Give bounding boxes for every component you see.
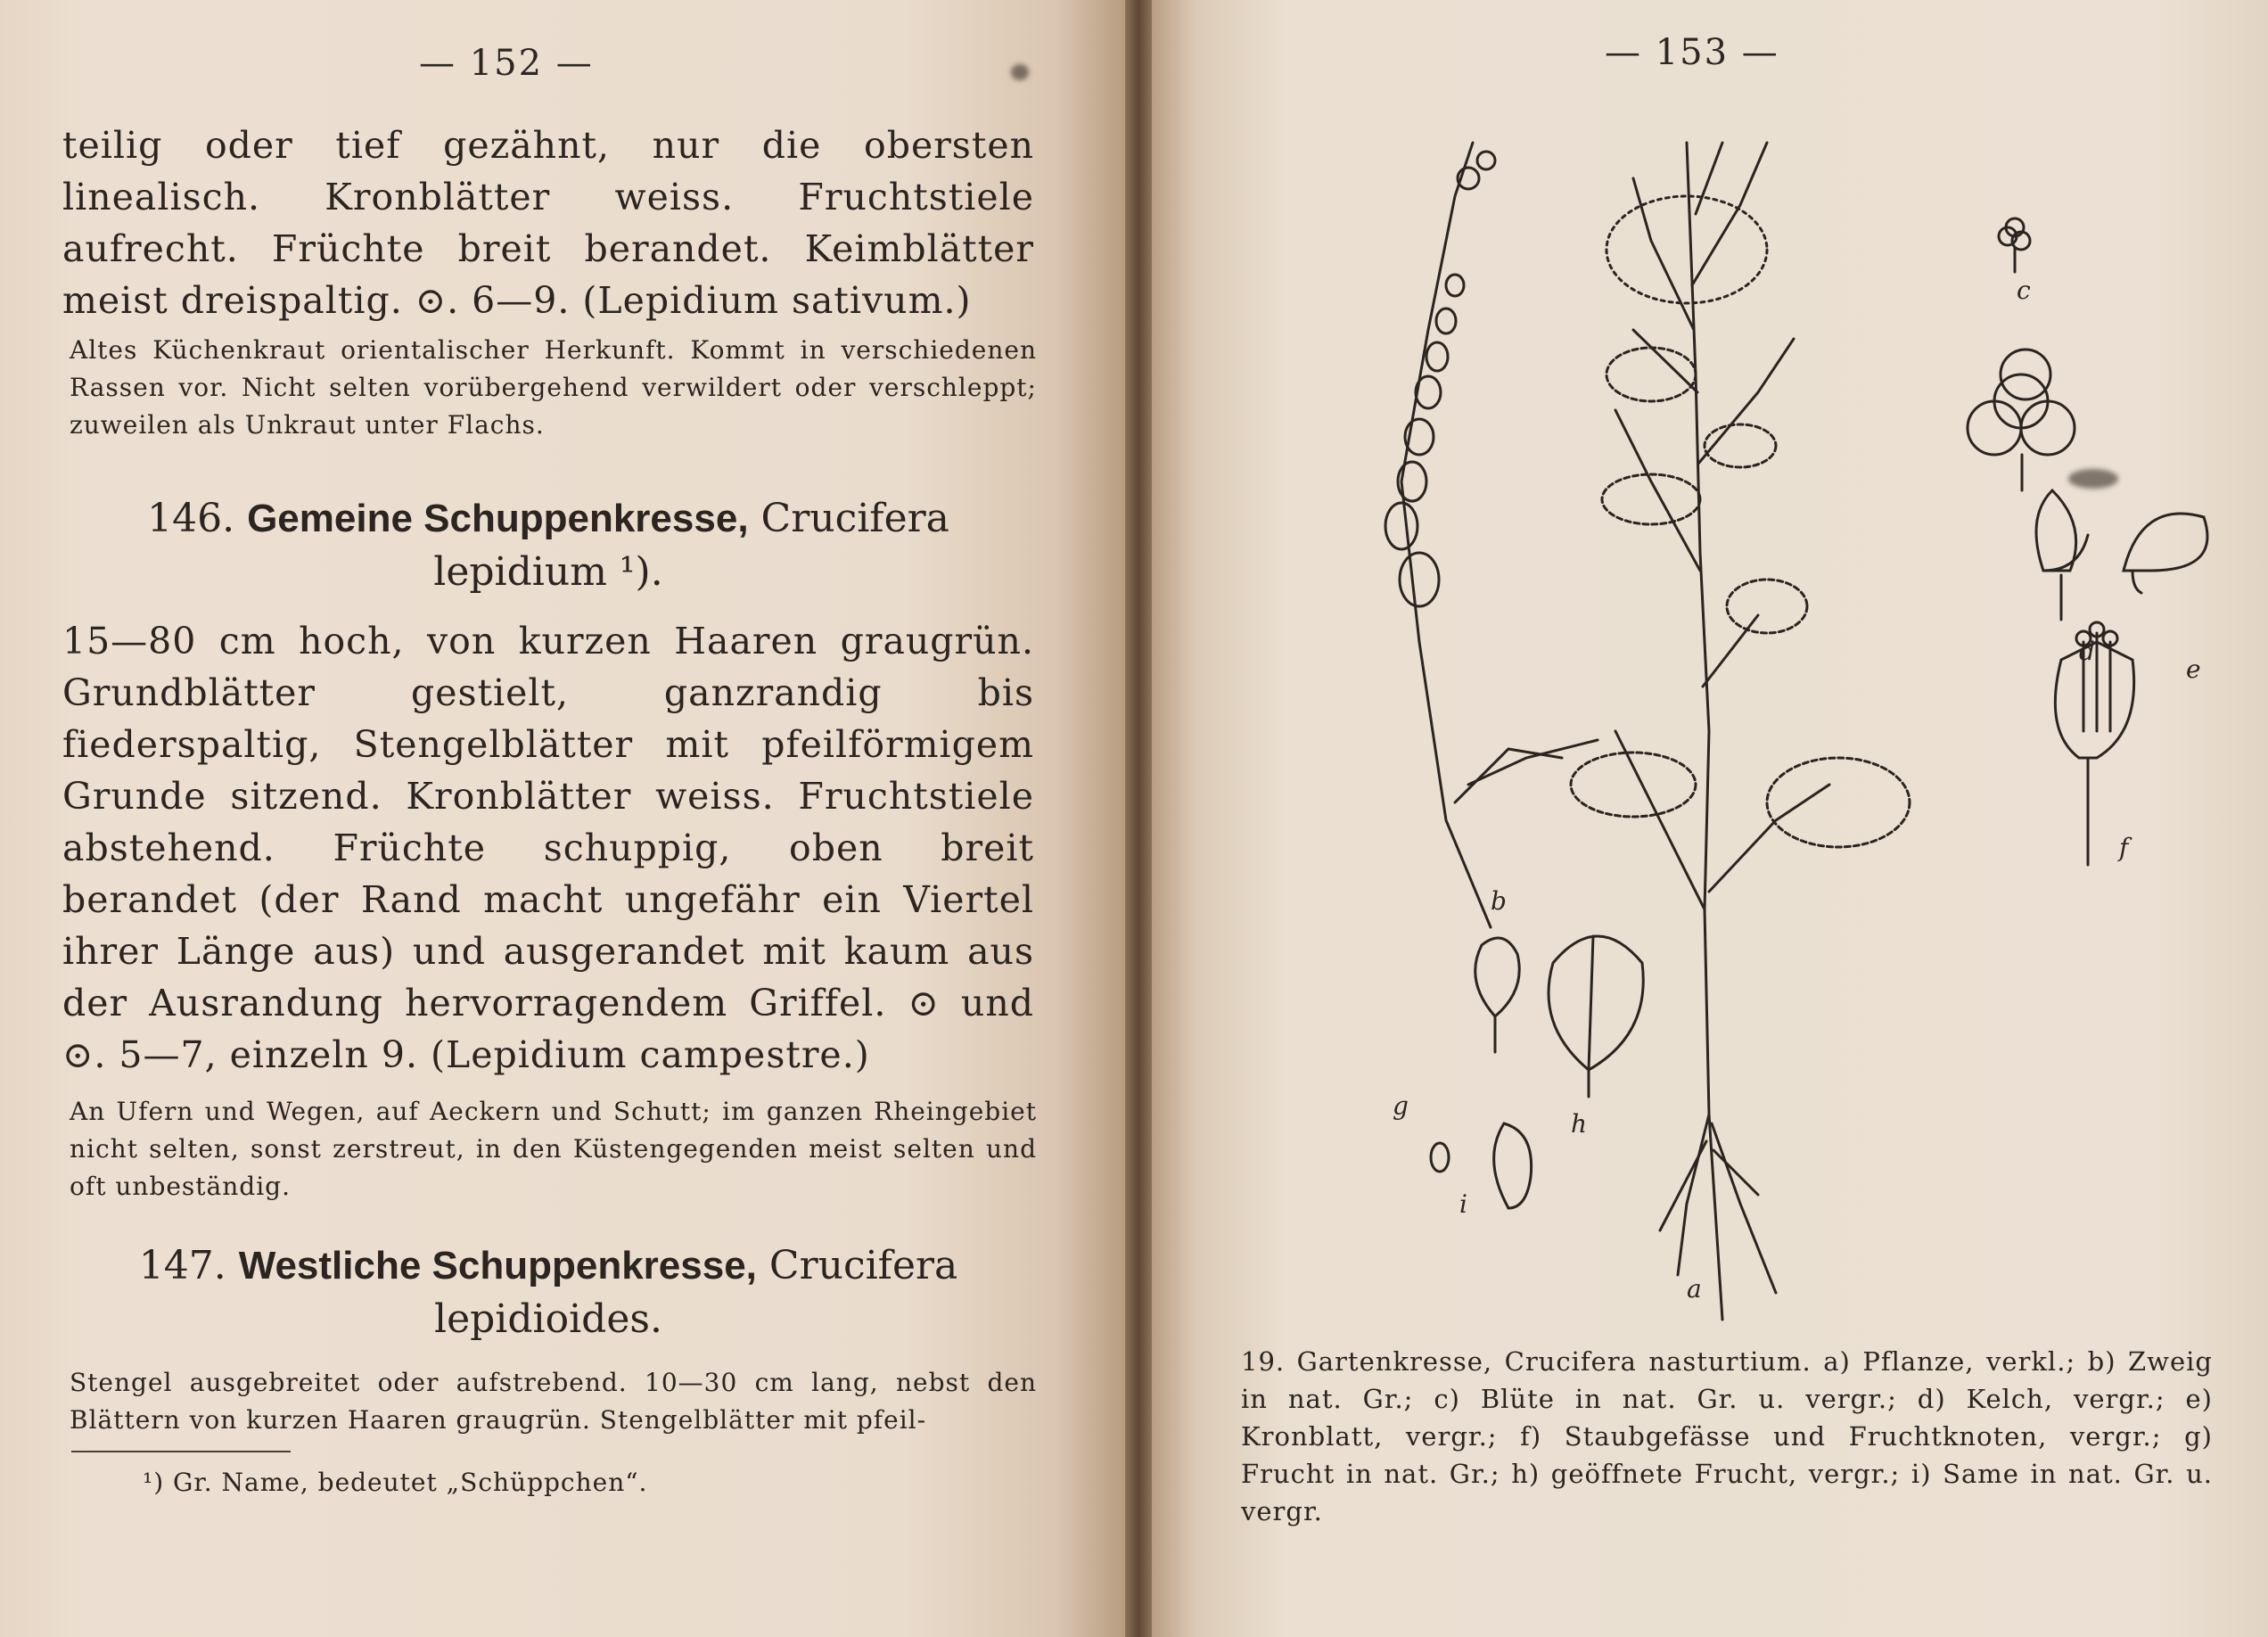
figure-g-fruit bbox=[1431, 938, 1519, 1172]
entry-146-heading bbox=[62, 492, 1034, 599]
entry-147-name: Westliche Schuppenkresse, bbox=[238, 1244, 757, 1287]
left-page bbox=[0, 0, 1125, 1637]
figure-b-branch bbox=[1385, 143, 1598, 927]
figure-label-g: g bbox=[1393, 1091, 1409, 1121]
plant-illustration bbox=[1152, 107, 2268, 1337]
figure-label-d: d bbox=[2079, 637, 2095, 666]
entry-146-note: An Ufern und Wegen, auf Aeckern und Schutt; im ganzen Rheingebiet nicht selten, sonst zerstreut, in den Küstengegenden meist selten und oft unbeständig. bbox=[70, 1097, 1037, 1201]
footnote: ¹) Gr. Name, bedeutet „Schüppchen“. bbox=[143, 1468, 648, 1497]
figure-label-b: b bbox=[1491, 886, 1507, 916]
figure-d-calyx bbox=[2036, 490, 2088, 620]
entry-146-number: 146. bbox=[147, 496, 235, 541]
figure-e-petal bbox=[2124, 514, 2207, 593]
page-number-right: — 153 — bbox=[1605, 32, 1779, 73]
figure-h-opened-fruit bbox=[1549, 936, 1643, 1097]
figure-label-f: f bbox=[2119, 833, 2129, 862]
figure-c-flower bbox=[1968, 218, 2075, 490]
entry-146-name: Gemeine Schuppenkresse, bbox=[247, 497, 749, 540]
figure-a-plant bbox=[1571, 143, 1910, 1320]
entry-147-number: 147. bbox=[138, 1243, 226, 1288]
figure-label-i: i bbox=[1459, 1189, 1467, 1219]
ink-spot bbox=[1011, 64, 1029, 80]
entry-146-description: 15—80 cm hoch, von kurzen Haaren graugrün. Grundblätter gestielt, ganzrandig bis fiederspaltig, Stengelblätter mit pfeilförmigem Grunde sitzend. Kronblätter weiss. Fruchtstiele abstehend. Früchte schuppig, oben breit berandet (der Rand macht ungefähr ein Viertel ihrer Länge aus) und ausgerandet mit kaum aus der Ausrandung hervorragendem Griffel. ⊙ und ⊙. 5—7, einzeln 9. (Lepidium campestre.) bbox=[62, 620, 1034, 1076]
entry-147-latin: Crucifera lepidioides. bbox=[434, 1243, 958, 1342]
entry-146-latin: Crucifera lepidium ¹). bbox=[433, 496, 949, 595]
figure-label-c: c bbox=[2017, 276, 2031, 305]
figure-caption: 19. Gartenkresse, Crucifera nasturtium. a) Pflanze, verkl.; b) Zweig in nat. Gr.; c) Blüte in nat. Gr. u. vergr.; d) Kelch, vergr.; e) Kronblatt, vergr.; f) Staubgefässe und Fruchtknoten, vergr.; g) Frucht in nat. Gr.; h) geöffnete Frucht, vergr.; i) Same in nat. Gr. u. vergr. bbox=[1241, 1346, 2213, 1526]
continuation-note: Altes Küchenkraut orientalischer Herkunft. Kommt in verschiedenen Rassen vor. Nicht selten vorübergehend verwildert oder verschleppt; zuweilen als Unkraut unter Flachs. bbox=[70, 335, 1037, 440]
continuation-text: teilig oder tief gezähnt, nur die obersten linealisch. Kronblätter weiss. Fruchtstiele aufrecht. Früchte breit berandet. Keimblätter meist dreispaltig. ⊙. 6—9. (Lepidium sativum.) bbox=[62, 124, 1034, 322]
footnote-rule bbox=[71, 1451, 291, 1452]
book-spine bbox=[1125, 0, 1152, 1637]
page-number-left: — 152 — bbox=[419, 43, 594, 84]
figure-i-seed bbox=[1494, 1123, 1532, 1208]
figure-label-e: e bbox=[2186, 654, 2201, 684]
entry-147-heading bbox=[62, 1239, 1034, 1346]
entry-147-description: Stengel ausgebreitet oder aufstrebend. 10—30 cm lang, nebst den Blättern von kurzen Haaren graugrün. Stengelblätter mit pfeil- bbox=[70, 1368, 1037, 1435]
figure-label-a: a bbox=[1687, 1274, 1702, 1304]
figure-label-h: h bbox=[1571, 1109, 1588, 1139]
